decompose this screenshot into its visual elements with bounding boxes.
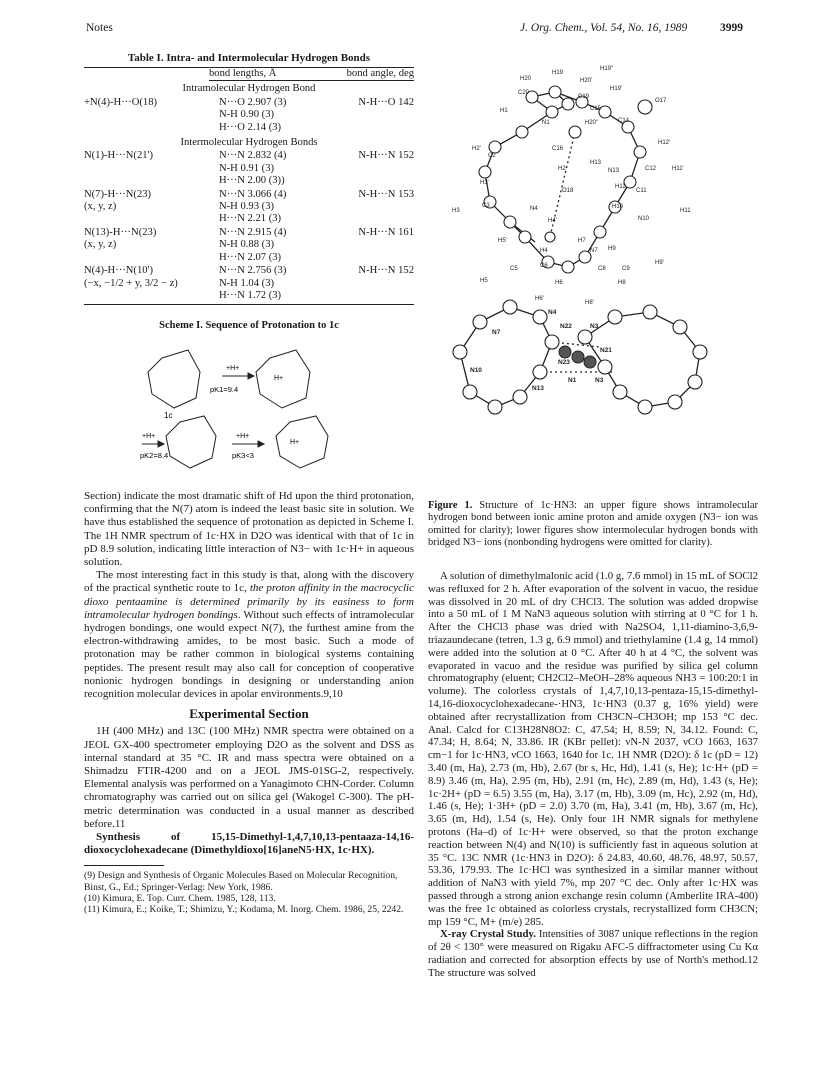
atom-label: N1 <box>542 120 550 126</box>
table-body <box>84 67 414 96</box>
atom-label: H19' <box>610 86 623 92</box>
length-value: N···O 2.907 (3) <box>219 96 287 108</box>
atom-label: N22 <box>560 323 572 330</box>
atom-label: C16 <box>552 146 564 152</box>
xray-heading: X-ray Crystal Study. <box>440 928 536 941</box>
scheme-diagram <box>140 336 380 476</box>
length-value: H···N 2.00 (3)) <box>219 175 285 187</box>
atom-label: H4' <box>548 218 557 224</box>
scheme-arrow-1: +H+ <box>226 365 240 372</box>
symmetry-label: (−x, −1/2 + y, 3/2 − z) <box>84 277 178 289</box>
lengths-cell <box>219 265 329 302</box>
synthesis-paragraph: A solution of dimethylmalonic acid (1.0 g, 7.6 mmol) in 15 mL of SOCl2 was refluxed for 2 h. After evaporation of the solvent in vacuo, the residue was dissolved in 20 mL of dry CHCl3. The solution was added dropwise into a 50 mL of 1 M NaN3 aqueous solution with stirring at 0 °C for 1 h. After the CHCl3 phase was dried with Na2SO4, 1,11-diamino-3,6,9-triazaundecane (tetren, 1.3 g, 6.9 mmol) and triethylamine (1.4 g, 14 mmol) were added into the solution at 0 °C. After 40 h at 4 °C, the solvent was evaporated in vacuo and the residue was purified by silica gel column chromatography (eluent; CH2Cl2–MeOH–28% aqueous NH3 = 100:20:1 in volume). The colorless crystals of 1,4,7,10,13-pentaza-15,15-dimethyl-14,16-dioxocyclohexadecane-·HN3, 1c·HN3 (0.37 g, 16% yield) were obtained after recrystallization from CH3CN–CH3OH; mp 153 °C dec. Anal. Calcd for C13H28N8O2: C, 47.54; H, 8.59; N, 34.12. Found: C, 47.34; H, 8.64; N, 33.86. IR (KBr pellet): νN-N 2037, νCO 1663, 1637 cm−1 for 1c·HN3, νCO 1663, 1640 for 1c. 1H NMR (D2O): δ 1c (pD = 12) 3.40 (m, Ha), 2.73 (m, Hb), 2.67 (br s, Hc, Hd), 1.41 (s, He); 1c·H+ (pD = 8.9) 3.46 (m, Ha), 2.95 (m, Hb), 2.91 (m, Hc), 2.89 (m, Hd), 1.43 (s, He); 1c·2H+ (pD = 6.5) 3.55 (m, Ha), 3.17 (m, Hb), 3.09 (m, Hc), 2.92 (m, Hd), 1.46 (s, He); 1·3H+ (pD = 2.0) 3.70 (m, Ha), 3.41 (m, Hb), 3.67 (m, Hc), 3.65 (m, Hd), 1.54 (s, He). Only four 1H NMR signals for methylene protons (Ha–d) of 1c·H+ were observed, so that the proton exchange reaction between N(4) and N(10) is sufficiently fast in aqueous solution at 35 °C. 13C NMR (1c·HN3 in D2O): δ 24.83, 40.60, 48.76, 48.97, 50.57, 53.36, 179.93. The 1c·HCl was synthesized in a similar manner without addition of NaN3 with yield 7%, mp 207 °C dec. Only after 1c·HX was passed through a strong anion exchange resin column (Amberlite IRA-400) was the free 1c obtained as colorless crystals, recrystallized form CH3CN; mp 159 °C, M+ (m/e) 285. <box>428 570 758 928</box>
page-number: 3999 <box>720 22 743 34</box>
figure-1-structure <box>440 52 750 472</box>
xray-paragraph <box>428 928 758 979</box>
table-row <box>84 227 414 264</box>
angle-cell: N-H···N 161 <box>358 226 414 238</box>
scheme-compound-label: 1c <box>164 411 173 420</box>
figure-caption-text: Structure of 1c·HN3: an upper figure shows intramolecular hydrogen bond between ionic amine proton and amide oxygen (N3− ion was omitted for clarity); lower figures show intermolecular hydrogen bonds with bridged N3− ions (nonbonding hydrogens were omitted for clarity). <box>428 500 758 549</box>
atom-label: H2' <box>472 146 481 152</box>
length-value: H···N 2.07 (3) <box>219 251 282 263</box>
upper-structure-atoms <box>479 86 652 273</box>
bond-cell <box>84 189 219 226</box>
length-value: N-H 0.93 (3) <box>219 201 275 213</box>
bond-cell <box>84 265 219 302</box>
table-row <box>84 150 414 187</box>
scheme-hplus-1: H+ <box>274 375 284 382</box>
atom-label: H19 <box>552 70 564 76</box>
atom-label: N23 <box>558 359 570 366</box>
atom-label: H13 <box>590 160 602 166</box>
angle-cell: N-H···N 153 <box>358 188 414 200</box>
atom-label: H3 <box>452 208 460 214</box>
length-value: H···N 2.21 (3) <box>219 213 282 225</box>
scheme-pk1: pK1=9.4 <box>210 385 239 394</box>
atom-label: H9 <box>608 246 616 252</box>
length-value: N···N 2.756 (3) <box>219 265 287 277</box>
bond-label: +N(4)-H···O(18) <box>84 96 158 108</box>
atom-label: H8' <box>585 300 594 306</box>
length-value: N-H 0.88 (3) <box>219 239 275 251</box>
atom-label: N4 <box>548 309 557 316</box>
paragraph-2-emphasis: the proton affinity in the macrocyclic dioxo pentaamine is determined primarily by its easiness to form intramolecular hydrogen bondings <box>84 582 414 621</box>
atom-label: H20 <box>520 76 532 82</box>
atom-label: C2 <box>488 153 496 159</box>
atom-label: H9' <box>655 260 664 266</box>
table-rows <box>84 97 414 303</box>
atom-label: H20' <box>580 78 593 84</box>
atom-label: H10 <box>612 204 624 210</box>
atom-label: H11' <box>672 166 684 172</box>
angle-cell: N-H···O 142 <box>358 96 414 108</box>
angle-cell: N-H···N 152 <box>358 150 414 162</box>
atom-label: H8 <box>618 280 626 286</box>
lengths-cell <box>219 97 329 134</box>
scheme-pk2: pK2=8.4 <box>140 451 169 460</box>
atom-label: N13 <box>608 168 620 174</box>
atom-label: H3' <box>480 180 489 186</box>
length-value: N···N 3.066 (4) <box>219 188 287 200</box>
symmetry-label: (x, y, z) <box>84 239 117 251</box>
atom-label: N4 <box>530 206 538 212</box>
col-header-angle: bond angle, deg <box>321 68 414 81</box>
atom-label: N21 <box>600 347 612 354</box>
footnote-rule <box>84 865 164 866</box>
left-column <box>84 490 414 915</box>
atom-label: H19" <box>600 66 614 72</box>
atom-label: O17 <box>655 98 667 104</box>
atom-label: N7 <box>492 329 501 336</box>
running-head-left: Notes <box>86 22 113 34</box>
table-row <box>84 189 414 226</box>
intra-heading: Intramolecular Hydrogen Bond <box>182 83 316 95</box>
lengths-cell <box>219 150 329 187</box>
figure-caption <box>428 500 758 550</box>
paragraph-2 <box>84 569 414 701</box>
atom-label: N10 <box>470 367 482 374</box>
xray-text: Intensities of 3087 unique reflections in the region of 2θ < 130° were measured on Rigaku AFC-5 diffractometer using Cu Kα radiation and corrected for absorption effects by use of North's method.12 The structure was solved <box>428 928 758 979</box>
col-header-lengths: bond lengths, Å <box>209 68 321 81</box>
atom-label: C11 <box>636 188 647 194</box>
atom-label: C19 <box>578 94 590 100</box>
bond-label: N(4)-H···N(10') <box>84 265 153 277</box>
bond-cell <box>84 97 219 134</box>
paragraph-4 <box>84 831 414 857</box>
atom-label: H1 <box>500 108 508 114</box>
table-row <box>84 265 414 302</box>
footnote: (10) Kimura, E. Top. Curr. Chem. 1985, 128, 113. <box>84 892 276 904</box>
experimental-heading: Experimental Section <box>189 706 309 722</box>
atom-label: H12' <box>658 140 671 146</box>
length-value: N-H 0.90 (3) <box>219 109 275 121</box>
atom-label: C15 <box>590 106 602 112</box>
atom-label: H20" <box>585 120 599 126</box>
table-1 <box>84 52 414 305</box>
paragraph-2-end: . Without such effects of intramolecular hydrogen bondings, one would expect N(7), the furthest amine from the electron-withdrawing amides, to be most basic. Such a mode of protonation may be rather common in biological systems containing peptides. The present result may also call for conception of cooperative nonionic hydrogen bondings in designing or understanding anion recognition molecular devices in apolar environments.9,10 <box>84 608 414 701</box>
figure-caption-label: Figure 1. <box>428 500 473 511</box>
atom-label: C20 <box>518 90 530 96</box>
footnote: (11) Kimura, E.; Koike, T.; Shimizu, Y.; Kodama, M. Inorg. Chem. 1986, 25, 2242. <box>84 904 404 916</box>
synthesis-heading: Synthesis of 15,15-Dimethyl-1,4,7,10,13-pentaaza-14,16-dioxocyclohexadecane (Dimethyldioxo[16]aneN5·HX, 1c·HX). <box>84 831 414 857</box>
atom-label: C3 <box>482 203 490 209</box>
right-column <box>428 570 758 980</box>
length-value: N···N 2.915 (4) <box>219 226 287 238</box>
atom-label: H5 <box>480 278 488 284</box>
atom-label: H7 <box>578 238 586 244</box>
length-value: H···O 2.14 (3) <box>219 121 282 133</box>
scheme-title: Scheme I. Sequence of Protonation to 1c <box>159 320 339 331</box>
atom-label: C12 <box>645 166 657 172</box>
angle-cell: N-H···N 152 <box>358 265 414 277</box>
atom-label: N1 <box>568 377 577 384</box>
length-value: N···N 2.832 (4) <box>219 150 287 162</box>
table-title: Table I. Intra- and Intermolecular Hydrogen Bonds <box>127 52 371 64</box>
atom-label: N7 <box>590 248 598 254</box>
running-head-journal: J. Org. Chem., Vol. 54, No. 16, 1989 <box>520 22 688 34</box>
lengths-cell <box>219 189 329 226</box>
atom-label: H11 <box>680 208 691 214</box>
bond-cell <box>84 227 219 264</box>
atom-label: H6 <box>555 280 563 286</box>
atom-label: C5 <box>510 266 518 272</box>
bond-label: N(13)-H···N(23) <box>84 226 157 238</box>
scheme-arrow-3: +H+ <box>236 433 250 440</box>
length-value: H···N 1.72 (3) <box>219 289 282 301</box>
atom-label: H5' <box>498 238 507 244</box>
atom-label: C9 <box>622 266 630 272</box>
scheme-arrow-2: +H+ <box>142 433 156 440</box>
atom-label: N3 <box>590 323 599 330</box>
symmetry-label: (x, y, z) <box>84 201 117 213</box>
atom-label: H12 <box>615 184 627 190</box>
atom-label: O18 <box>562 188 574 194</box>
bond-label: N(7)-H···N(23) <box>84 188 152 200</box>
atom-label: H2 <box>558 166 566 172</box>
atom-label: C6 <box>540 263 548 269</box>
atom-label: H6' <box>535 296 544 302</box>
lengths-cell <box>219 227 329 264</box>
atom-label: C14 <box>618 118 630 124</box>
scheme-hplus-2: H+ <box>290 439 300 446</box>
atom-label: N3 <box>595 377 604 384</box>
paragraph-1: Section) indicate the most dramatic shift of Hd upon the third protonation, confirming that the N(7) atom is indeed the least basic site in solution. We have thus established the sequence of protonation as depicted in Scheme I. The 1H NMR spectrum of 1c·HX in D2O was identical with that of 1c in pD 8.9 solution, indicating little interaction of N3− with 1c·H+ in aqueous solution. <box>84 490 414 569</box>
paragraph-3: 1H (400 MHz) and 13C (100 MHz) NMR spectra were obtained on a JEOL GX-400 spectrometer employing D2O as the solvent and DSS as internal standard at 35 °C. IR and mass spectra were obtained on a Shimadzu FTIR-4200 and on a JEOL JMS-01SG-2, respectively. Elemental analysis was performed on a Yanagimoto CHN-Corder. Column chromatography was carried out on silica gel (Wakogel C-300). The pH-metric determination was conducted in a usual manner as described before.11 <box>84 725 414 830</box>
bond-label: N(1)-H···N(21') <box>84 150 153 162</box>
bond-cell <box>84 150 219 187</box>
footnotes <box>84 870 414 915</box>
scheme-pk3: pK3<3 <box>232 451 254 460</box>
inter-heading: Intermolecular Hydrogen Bonds <box>180 137 318 149</box>
length-value: N-H 1.04 (3) <box>219 277 275 289</box>
atom-label: N13 <box>532 385 544 392</box>
footnote: (9) Design and Synthesis of Organic Molecules Based on Molecular Recognition, Binst, G., Ed.; Springer-Verlag: New York, 1986. <box>84 870 398 893</box>
atom-label: H4 <box>540 248 548 254</box>
table-row <box>84 97 414 134</box>
upper-structure-bonds <box>485 92 640 267</box>
paragraph-2-start: The most interesting fact in this study is that, along with the discovery of the practical synthetic route to 1c, <box>84 569 414 595</box>
length-value: N-H 0.91 (3) <box>219 162 275 174</box>
atom-label: N10 <box>638 216 650 222</box>
atom-label: C8 <box>598 266 606 272</box>
